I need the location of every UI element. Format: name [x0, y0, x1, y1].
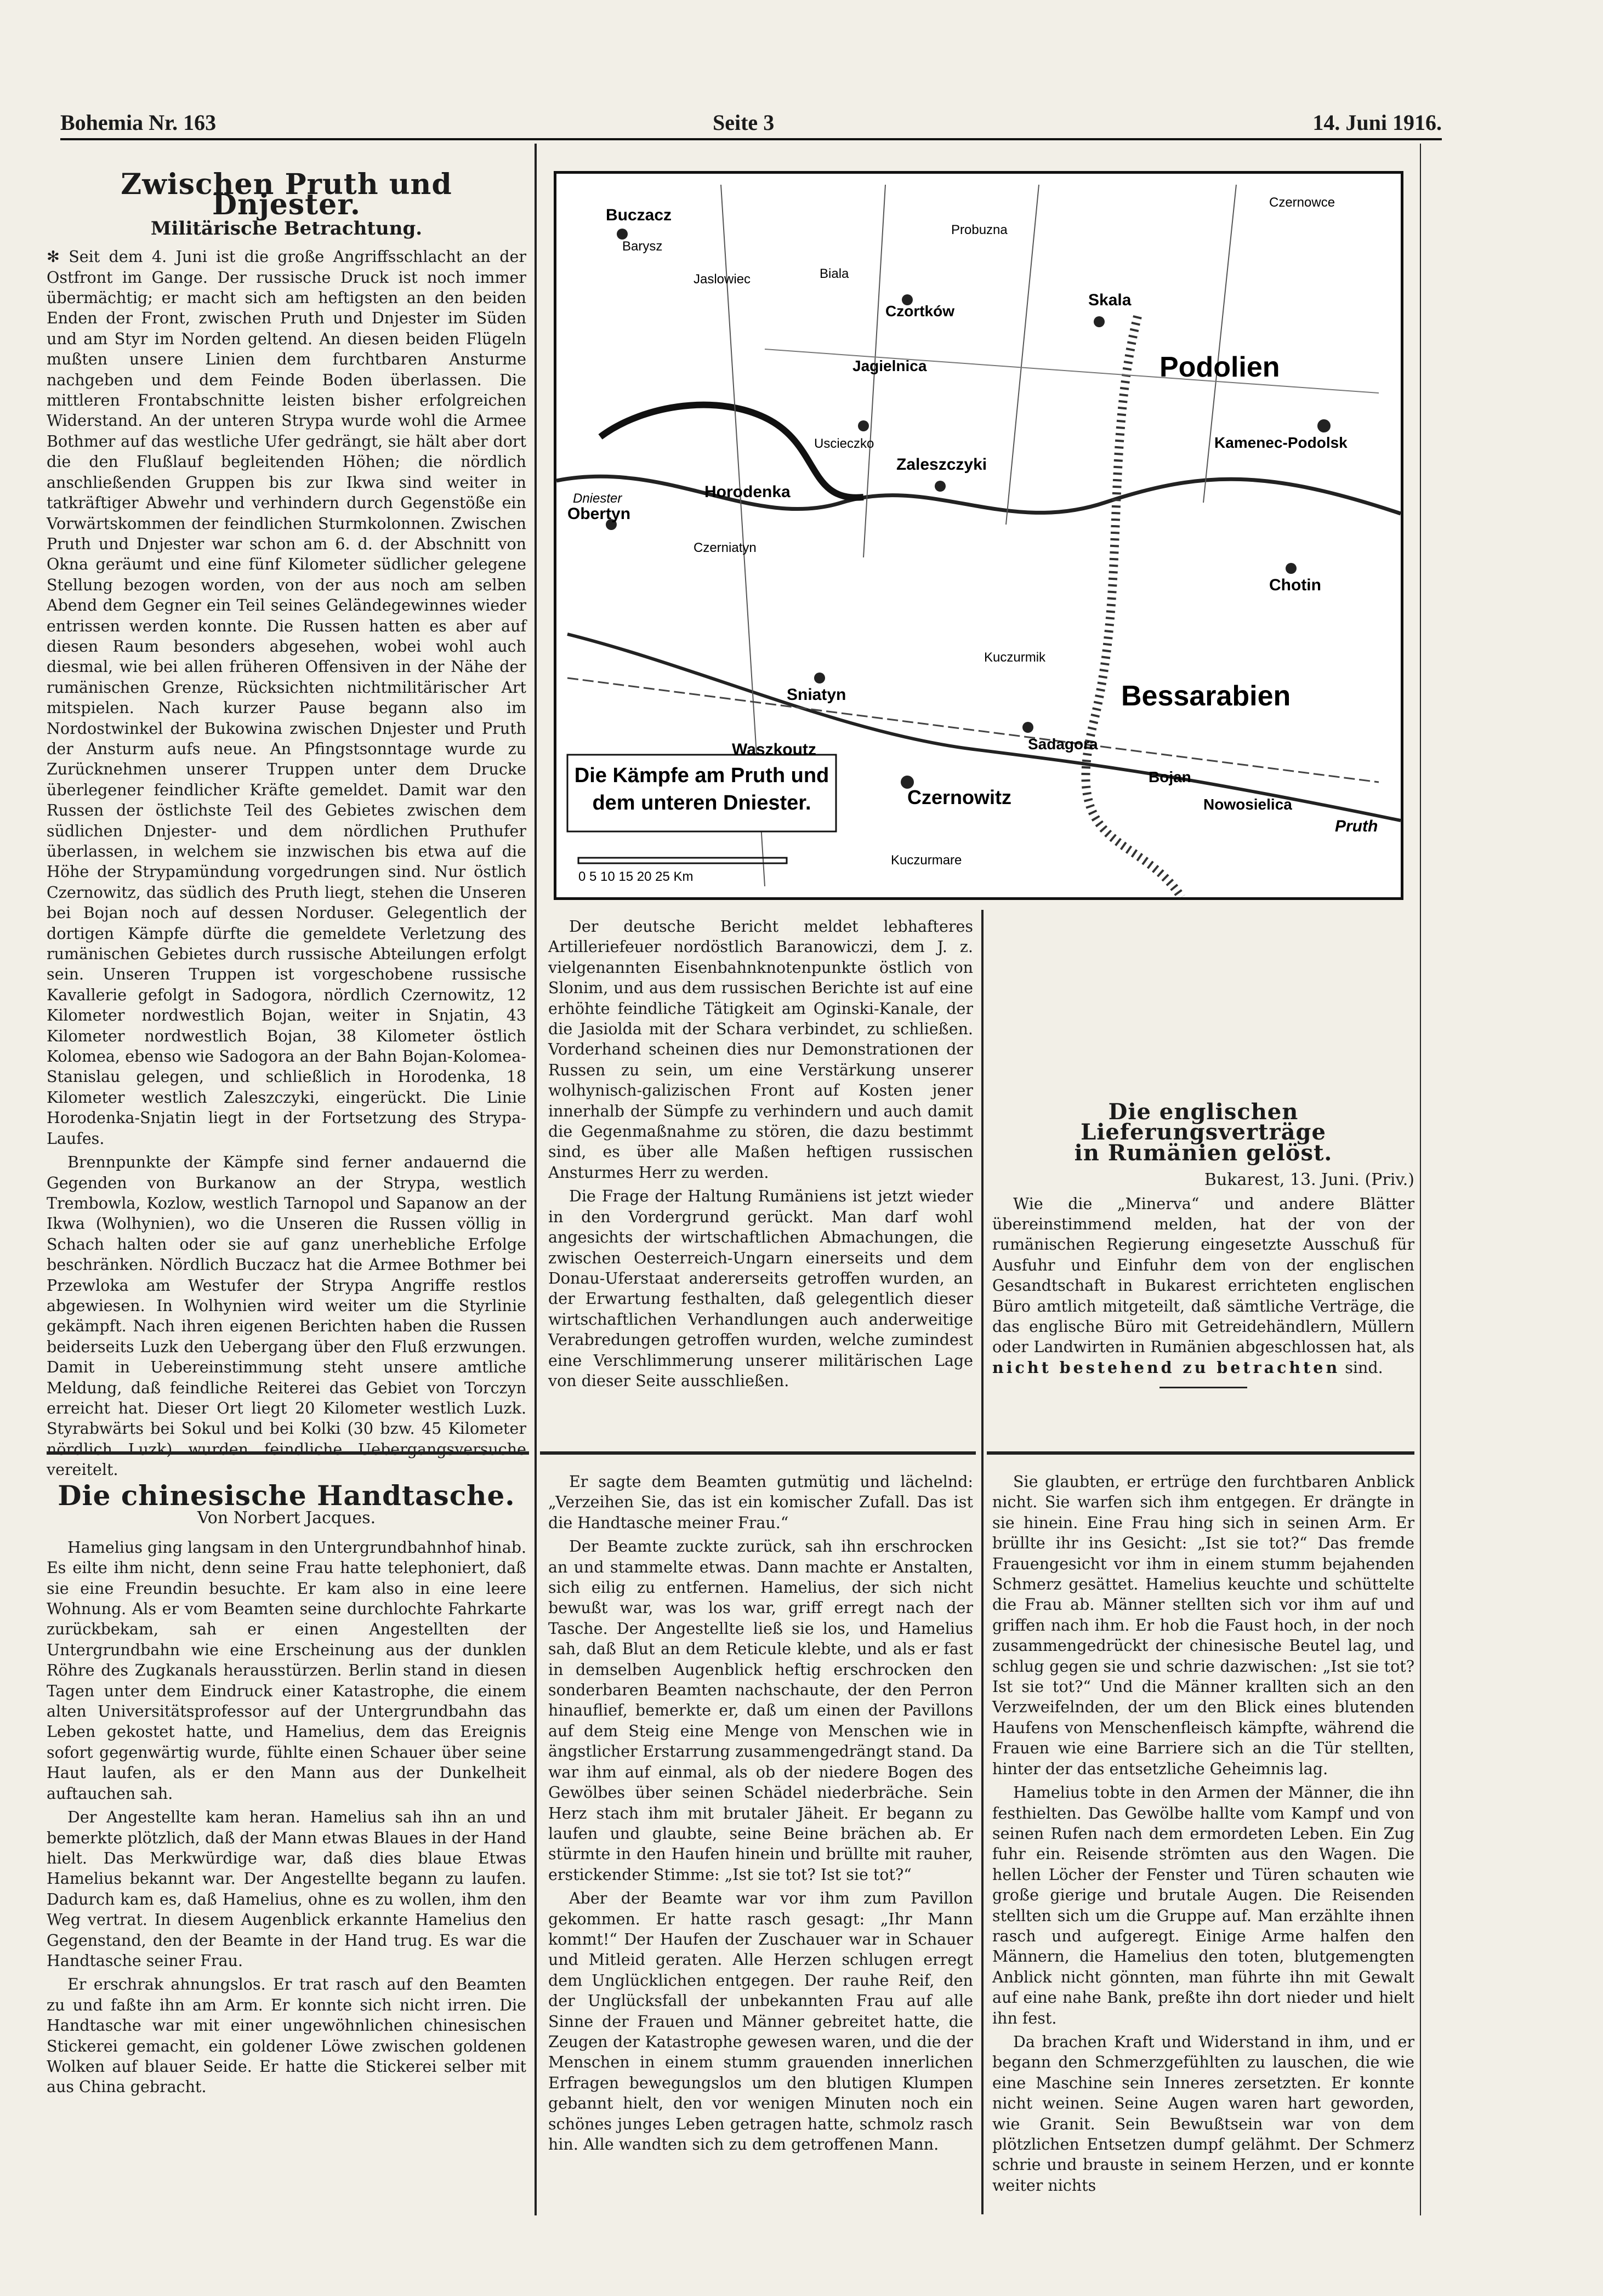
- map-caption-line2: dem unteren Dniester.: [592, 791, 811, 814]
- town-marker: [1094, 316, 1105, 327]
- feuilleton-paragraph: Er sagte dem Beamten gutmütig und lächelnd: „Verzeihen Sie, das ist ein komischer Zufall. Das ist die Handtasche meiner Frau.“: [548, 1473, 973, 1532]
- contracts-title-line2: in Rumänien gelöst.: [1074, 1140, 1333, 1166]
- feuilleton-rule-col2: [540, 1451, 976, 1455]
- map-place: Waszkoutz: [732, 740, 816, 759]
- town-marker: [858, 420, 869, 431]
- map-place: Probuzna: [951, 223, 1008, 237]
- article-military-col1: [47, 168, 526, 1479]
- map-place: Podolien: [1159, 351, 1280, 383]
- feuilleton-title: Die chinesische Handtasche.: [58, 1479, 515, 1512]
- map-place: Jaslowiec: [694, 272, 751, 287]
- article-military-col2: [548, 916, 973, 1421]
- town-marker: [814, 673, 825, 683]
- map-river-label: Dniester: [573, 491, 622, 506]
- map-place: Sadagora: [1028, 736, 1098, 753]
- article-title: Zwischen Pruth und Dnjester.: [121, 168, 452, 222]
- article-paragraph: Der deutsche Bericht meldet lebhafteres Artilleriefeuer nordöstlich Baranowiczi, dem J. z. vielgenannten Eisenbahnknotenpunkte östlich von Slonim, und aus dem russischen Berichte ist auf eine erhöhte feindliche Tätigkeit am Oginski-Kanale, der die Jasiolda mit der Schara verbindet, zu schließen. Vorderhand scheinen dies nur Demonstrationen der Russen zu sein, um eine Verstärkung unserer wolhynisch-galizischen Front auf Kosten jener innerhalb der Sümpfe zu verhindern und auch damit die Gegenmaßnahme zu stören, die dazu bestimmt sind, es über alle Maßen heftigen russischen Ansturmes Herr zu werden.: [548, 918, 973, 1182]
- feuilleton-rule-col1: [47, 1451, 529, 1455]
- feuilleton-byline: Von Norbert Jacques.: [197, 1508, 376, 1528]
- map-place: Sniatyn: [787, 686, 846, 704]
- contracts-dateline: Bukarest, 13. Juni. (Priv.): [1204, 1170, 1414, 1190]
- map-place: Czortków: [885, 303, 954, 320]
- map-place: Bessarabien: [1121, 680, 1291, 712]
- map-place: Jagielnica: [852, 357, 927, 374]
- feuilleton-paragraph: Er erschrak ahnungslos. Er trat rasch auf den Beamten zu und faßte ihn am Arm. Er konnte sich nicht irren. Die Handtasche war mit einer ungewöhnlichen chinesischen Stickerei gemacht, ein goldener Löwe zwischen goldenen Wolken auf blauer Seide. Er hatte die Stickerei selber mit aus China gebracht.: [47, 1975, 526, 2096]
- town-marker: [1286, 563, 1297, 574]
- town-marker: [1022, 722, 1033, 733]
- header-rule: [60, 138, 1442, 140]
- article-end-rule: [1159, 1387, 1247, 1388]
- tributary-river: [1203, 185, 1236, 503]
- article-english-contracts: [992, 1099, 1414, 1431]
- page-header: [60, 104, 1442, 143]
- map-place: Bojan: [1149, 768, 1191, 785]
- map-place: Chotin: [1269, 576, 1321, 594]
- map-place: Nowosielica: [1203, 796, 1292, 813]
- article-paragraph: Brennpunkte der Kämpfe sind ferner andauernd die Gegenden von Burkanow an der Strypa, westlich Trembowla, Kozlow, westlich Tarnopol und Sapanow an der Ikwa (Wolhynien), wo die Unseren die Russen völlig in Schach halten oder sie auf ganz unerhebliche Erfolge beschränken. Nördlich Buczacz hat die Armee Bothmer bei Przewloka am Westufer der Strypa Angriffe restlos abgewiesen. In Wolhynien wird weiter um die Styrlinie gekämpft. Nach ihren eigenen Berichten haben die Russen beiderseits Luzk den Uebergang über den Fluß erzwungen. Damit in Uebereinstimmung steht unsere amtliche Meldung, daß feindliche Reiterei das Gebiet von Torczyn erreicht hat. Dieser Ort liegt 20 Kilometer westlich Luzk. Styrabwärts bei Sokul und bei Kolki (30 bzw. 45 Kilometer nördlich Luzk) wurden feindliche Uebergangsversuche vereitelt.: [47, 1153, 526, 1479]
- map-place: Buczacz: [606, 206, 672, 224]
- map-drawing: [556, 174, 1401, 897]
- header-date: 14. Juni 1916.: [1312, 110, 1442, 135]
- map-scale-bar: [578, 858, 787, 863]
- header-page-number: Seite 3: [713, 110, 775, 135]
- map-place: Obertyn: [567, 505, 631, 523]
- map-caption-line1: Die Kämpfe am Pruth und: [574, 764, 829, 787]
- map-place: Biala: [820, 266, 849, 281]
- column-rule-2: [981, 910, 984, 2214]
- map-place: Czernowitz: [907, 786, 1012, 808]
- frontier-line: [1085, 316, 1181, 897]
- feuilleton-paragraph: Aber der Beamte war vor ihm zum Pavillon gekommen. Er hatte rasch gesagt: „Ihr Mann kommt!“ Der Haufen der Zuschauer war in Schauer und Mitleid geraten. Alle Herzen schlugen erregt dem Unglücklichen entgegen. Der rauhe Reif, den der Unglücksfall der unbekannten Frau auf alle Sinne der Frauen und Männer gebreitet hatte, die Zeugen der Katastrophe gewesen waren, und die der Menschen in einem stumm grauenden innerlichen Erfragen bewegungslos um den blutigen Klumpen gebannt hielt, den vor wenigen Minuten noch ein schönes junges Leben getragen hatte, schmolz rasch hin. Alle wandten sich zu dem getroffenen Mann.: [548, 1889, 973, 2153]
- map-river-label: Pruth: [1335, 817, 1378, 835]
- map-place: Horodenka: [704, 483, 791, 501]
- map-place: Uscieczko: [814, 436, 874, 451]
- feuilleton-col3: [992, 1472, 1414, 2209]
- contracts-text-spaced: nicht bestehend zu betrachten: [992, 1358, 1340, 1377]
- tributary-river: [1006, 185, 1039, 525]
- map-place: Kuczurmik: [984, 650, 1046, 665]
- contracts-text-before: Wie die „Minerva“ und andere Blätter übereinstimmend melden, hat der von der rumänischen Regierung eingesetzte Ausschuß für Ausfuhr und Einfuhr dem von der englischen Gesandtschaft in Bukarest errichteten englischen Büro amtlich mitgeteilt, daß sämtliche Verträge, die das englische Büro mit Getreidehändlern, Müllern oder Landwirten in Rumänien abgeschlossen hat, als: [992, 1194, 1414, 1357]
- header-issue: Bohemia Nr. 163: [60, 110, 217, 135]
- map-place: Skala: [1088, 291, 1132, 309]
- feuilleton-paragraph: Hamelius tobte in den Armen der Männer, die ihn festhielten. Das Gewölbe hallte vom Kampf und von seinen Rufen nach dem ermordeten Leben. Ein Zug fuhr ein. Reisende strömten aus den Wagen. Die hellen Löcher der Fenster und Türen schauten wie große gierige und brutale Augen. Die Reisenden stellten sich um die Gruppe auf. Man erzählte ihnen rasch und aufgeregt. Einige Arme halfen den Männern, die Hamelius den toten, blutgemengten Anblick nicht gönnten, man führte ihn mit Gewalt auf eine nahe Bank, preßte ihn dort nieder und hielt ihn fest.: [992, 1784, 1414, 2027]
- contracts-text-after: sind.: [1345, 1358, 1383, 1377]
- town-marker: [935, 481, 946, 492]
- contracts-title-line1: Die englischen Lieferungsverträge: [1081, 1099, 1326, 1146]
- right-margin-rule: [1420, 144, 1421, 2215]
- feuilleton-col2: [548, 1472, 973, 2209]
- column-rule-1: [535, 144, 537, 2215]
- map-place: Barysz: [622, 239, 663, 254]
- map-scale-label: 0 5 10 15 20 25 Km: [578, 869, 694, 884]
- feuilleton-rule-col3: [987, 1451, 1414, 1455]
- battle-map: [554, 171, 1403, 900]
- map-place: Kuczurmare: [891, 853, 962, 868]
- feuilleton-paragraph: Sie glaubten, er ertrüge den furchtbaren Anblick nicht. Sie warfen sich ihm entgegen. Er drängte in sie hinein. Eine Frau hing sich in seinen Arm. Er brüllte ihr ins Gesicht: „Ist sie tot?“ Das fremde Frauengesicht vor ihm in einem stumm bejahenden Schmerz gesättet. Hamelius keuchte und schüttelte die Frau ab. Männer stellten sich vor ihm auf und griffen nach ihm. Er hob die Faust hoch, in der noch zusammengedrückt der chinesische Beutel lag, und schlug gegen sie und schrie dazwischen: „Ist sie tot? Ist sie tot?“ Und die Männer krallten sich an den Verzweifelnden, der um den Blick eines blutenden Haufens von Menschenfleisch kämpfte, während die Frauen wie eine Barriere sich an die Tür stellten, hinter der das entsetzliche Geheimnis lag.: [992, 1473, 1414, 1778]
- feuilleton-col1: [47, 1479, 526, 2209]
- article-subtitle: Militärische Betrachtung.: [150, 217, 423, 240]
- dniester-river: [556, 476, 1401, 514]
- article-paragraph: ✻ Seit dem 4. Juni ist die große Angriffsschlacht an der Ostfront im Gange. Der russische Druck ist noch immer übermächtig; er macht sich am heftigsten an den beiden Enden der Front, zwischen Pruth und Dnjester im Süden und am Styr im Norden geltend. An diesen beiden Flügeln mußten unsere Linien dem furchtbaren Ansturme nachgeben und dem Feinde Boden überlassen. Die mittleren Frontabschnitte leisten bisher erfolgreichen Widerstand. An der unteren Strypa wurde wohl die Armee Bothmer auf das westliche Ufer gedrängt, sie hält aber dort die den Flußlauf begleitenden Höhen; die nördlich anschließenden Gruppen bis zur Ikwa sind weiter in tatkräftiger Abwehr und verhindern durch Gegenstöße ein Vorwärtskommen der feindlichen Sturmkolonnen. Zwischen Pruth und Dnjester war schon am 6. d. der Abschnitt von Okna geräumt und eine fünf Kilometer südlicher gelegene Stellung bezogen worden, von der aus noch am selben Abend dem Gegner ein Teil seines Geländegewinnes wieder entrissen werden konnte. Die Russen hatten es aber auf diesen Raum besonders abgesehen, wobei wohl auch diesmal, wie bei allen früheren Offensiven in der Nähe der rumänischen Grenze, Rücksichten nichtmilitärischer Art mitspielen. Nach kurzer Pause begann also im Nordostwinkel der Bukowina zwischen Dnjester und Pruth der Ansturm aufs neue. An Pfingstsonntage wurde zu Zurücknehmen unserer Truppen unter dem Drucke überlegener feindlicher Kräfte gemeldet. Damit war den Russen der östlichste Teil des Gebietes zwischen dem südlichen Dnjester- und dem nördlichen Pruthufer überlassen, in welchem sie inzwischen bis etwa auf die Höhe der Strypamündung vorgedrungen sind. Nur östlich Czernowitz, das südlich des Pruth liegt, stehen die Unseren bei Bojan noch auf dessen Norduser. Gelegentlich der dortigen Kämpfe dürfte die gemeldete Verletzung des rumänischen Gebietes durch russische Abteilungen erfolgt sein. Unseren Truppen ist vorgeschobene russische Kavallerie gefolgt in Sadogora, nördlich Czernowitz, 12 Kilometer nordwestlich Bojan, weiter in Snjatin, 43 Kilometer nordwestlich Bojan, 38 Kilometer östlich Kolomea, ebenso wie Sadogora an der Bahn Bojan-Kolomea-Stanislau gelegen, und schließlich in Horodenka, 18 Kilometer westlich Zaleszczyki, eingerückt. Die Linie Horodenka-Snjatin liegt in der Fortsetzung des Strypa-Laufes.: [47, 248, 526, 1148]
- map-place: Czerniatyn: [694, 540, 757, 555]
- map-place: Zaleszczyki: [896, 455, 987, 474]
- map-place: Kamenec-Podolsk: [1214, 434, 1348, 451]
- article-paragraph: Die Frage der Haltung Rumäniens ist jetzt wieder in den Vordergrund gerückt. Man darf wohl angesichts der wirtschaftlichen Abmachungen, die zwischen Oesterreich-Ungarn einerseits und dem Donau-Uferstaat andererseits getroffen wurden, an der Erwartung festhalten, daß gelegentlich dieser wirtschaftlichen Verhandlungen auch anderweitige Verabredungen getroffen wurden, welche zumindest eine Verschlimmerung unserer militärischen Lage von dieser Seite ausschließen.: [548, 1187, 973, 1390]
- feuilleton-paragraph: Hamelius ging langsam in den Untergrundbahnhof hinab. Es eilte ihm nicht, denn seine Frau hatte telephoniert, daß sie eine Freundin besuchte. Er kam also in eine leere Wohnung. Als er vom Beamten seine durchlochte Fahrkarte zurückbekam, sah er einen Angestellten der Untergrundbahn wie eine Erscheinung aus der dunklen Röhre des Zugkanals herausstürzen. Berlin stand in diesen Tagen unter dem Eindruck einer Katastrophe, die einem alten Universitätsprofessor auf der Untergrundbahn das Leben gekostet hatte, und Hamelius, dem das Ereignis sofort gegenwärtig wurde, fühlte einen Schauer über seine Haut laufen, als er den Mann aus der Dunkelheit auftauchen sah.: [47, 1538, 526, 1803]
- town-marker: [1317, 419, 1331, 432]
- town-marker: [617, 229, 628, 240]
- contracts-paragraph: [992, 1194, 1414, 1378]
- feuilleton-paragraph: Der Angestellte kam heran. Hamelius sah ihn an und bemerkte plötzlich, daß der Mann etwas Blaues in der Hand hielt. Das Merkwürdige war, daß dies blaue Etwas Hamelius bekannt war. Der Angestellte begann zu laufen. Dadurch kam es, daß Hamelius, ohne es zu wollen, ihm den Weg vertrat. In diesem Augenblick erkannte Hamelius den Gegenstand, den der Beamte in der Hand trug. Es war die Handtasche seiner Frau.: [47, 1808, 526, 1970]
- feuilleton-paragraph: Da brachen Kraft und Widerstand in ihm, und er begann den Schmerzgefühlten zu lauschen, die wie eine Maschine sein Inneres zersetzten. Er konnte nicht weinen. Seine Augen waren hart geworden, wie Granit. Sein Bewußtsein war von dem plötzlichen Entsetzen dumpf gelähmt. Der Schmerz schrie und brauste in seinem Herzen, und er konnte weiter nichts: [992, 2032, 1414, 2195]
- map-place: Czernowce: [1269, 195, 1335, 210]
- feuilleton-paragraph: Der Beamte zuckte zurück, sah ihn erschrocken an und stammelte etwas. Dann machte er Anstalten, sich eilig zu entfernen. Hamelius, der sich nicht bewußt war, was los war, griff erregt nach der Tasche. Der Angestellte ließ sie los, und Hamelius sah, daß Blut an dem Reticule klebte, und als er fast in demselben Augenblick heftig erschrocken den sonderbaren Beamten nachschaute, der den Perron hinauflief, bemerkte er, daß um einen der Pavillons auf dem Steig eine Menge von Menschen wie in ängstlicher Erstarrung zusammengedrängt stand. Da war ihm auf einmal, als ob der niedere Bogen des Gewölbes über seinen Schädel niederbräche. Sein Herz stach ihm mit brutaler Jäheit. Er begann zu laufen und glaubte, seine Beine brächen ab. Er stürmte in den Haufen hinein und brüllte mit rauher, erstickender Stimme: „Ist sie tot? Ist sie tot?“: [548, 1537, 973, 1884]
